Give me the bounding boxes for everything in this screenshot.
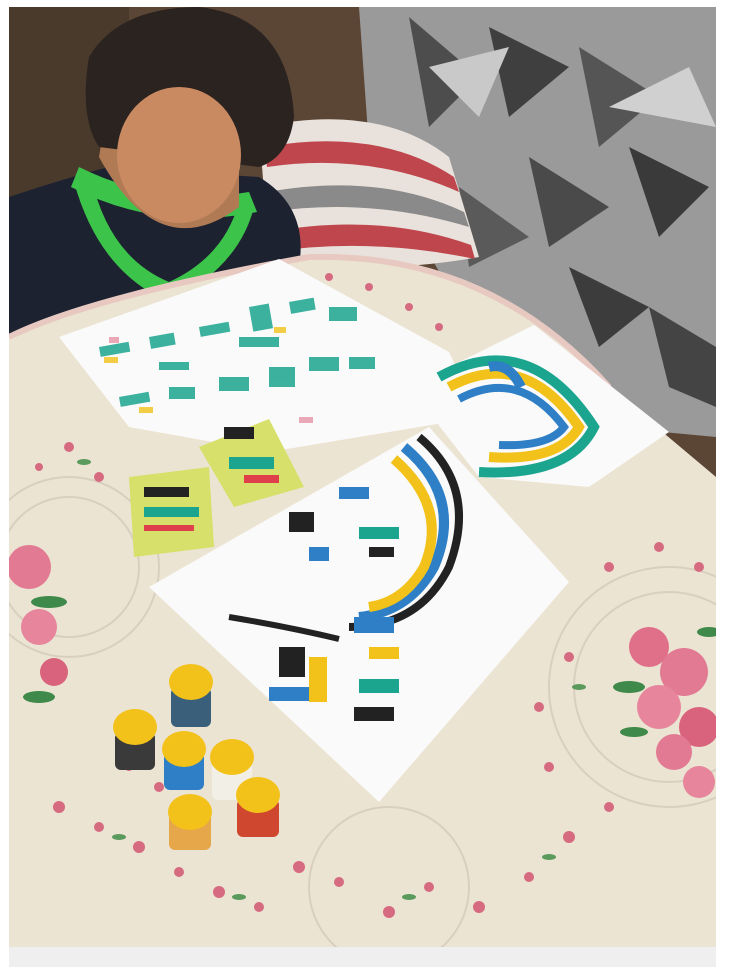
paint-jar <box>169 664 213 727</box>
paint-jar <box>168 794 212 850</box>
photo <box>9 7 716 947</box>
face-blur <box>117 87 241 223</box>
paint-jar <box>113 709 157 770</box>
photo-frame <box>9 7 716 967</box>
photo-illustration <box>9 7 716 947</box>
sponge-left <box>129 467 214 557</box>
caption-bar <box>9 947 716 967</box>
paint-jar <box>162 731 206 790</box>
paint-jar <box>236 777 280 837</box>
